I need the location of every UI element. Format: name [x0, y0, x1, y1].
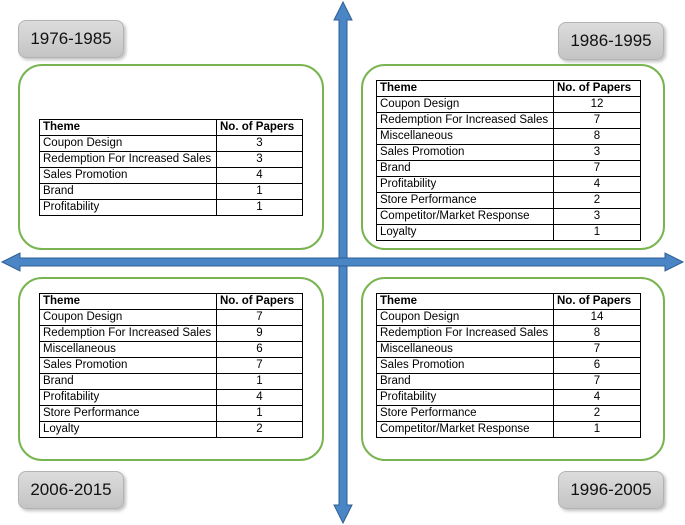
theme-cell: Loyalty — [377, 225, 554, 241]
papers-count-cell: 1 — [554, 422, 641, 438]
theme-cell: Redemption For Increased Sales — [377, 326, 554, 342]
papers-count-cell: 7 — [554, 374, 641, 390]
papers-count-cell: 2 — [217, 422, 303, 438]
theme-cell: Sales Promotion — [377, 145, 554, 161]
period-label-top-right: 1986-1995 — [558, 22, 664, 60]
table-row — [40, 374, 303, 390]
table-row — [377, 358, 641, 374]
period-label-bottom-right: 1996-2005 — [558, 471, 664, 509]
table-row — [377, 225, 641, 241]
table-row — [40, 422, 303, 438]
theme-cell: Brand — [40, 374, 217, 390]
table-row — [40, 168, 303, 184]
papers-count-cell: 6 — [554, 358, 641, 374]
theme-cell: Redemption For Increased Sales — [40, 326, 217, 342]
papers-count-cell: 7 — [554, 161, 641, 177]
table-row — [377, 342, 641, 358]
papers-count-cell: 4 — [554, 390, 641, 406]
papers-count-cell: 7 — [217, 310, 303, 326]
theme-cell: Store Performance — [40, 406, 217, 422]
theme-cell: Loyalty — [40, 422, 217, 438]
themes-table-2006-2015 — [39, 293, 303, 438]
period-label-top-left: 1976-1985 — [18, 20, 124, 58]
theme-cell: Profitability — [377, 390, 554, 406]
theme-cell: Competitor/Market Response — [377, 209, 554, 225]
papers-count-cell: 2 — [554, 406, 641, 422]
papers-count-cell: 7 — [554, 342, 641, 358]
papers-count-cell: 1 — [217, 200, 303, 216]
theme-cell: Store Performance — [377, 406, 554, 422]
papers-count-cell: 7 — [217, 358, 303, 374]
table-row — [377, 97, 641, 113]
papers-count-cell: 3 — [217, 152, 303, 168]
table-row — [40, 200, 303, 216]
table-row — [377, 177, 641, 193]
papers-count-cell: 1 — [217, 374, 303, 390]
theme-cell: Store Performance — [377, 193, 554, 209]
table-row — [377, 113, 641, 129]
theme-column-header: Theme — [377, 81, 554, 97]
papers-count-cell: 14 — [554, 310, 641, 326]
theme-cell: Profitability — [40, 200, 217, 216]
table-row — [40, 342, 303, 358]
theme-cell: Coupon Design — [377, 310, 554, 326]
theme-cell: Redemption For Increased Sales — [377, 113, 554, 129]
table-row — [40, 136, 303, 152]
table-row — [40, 358, 303, 374]
table-row — [40, 310, 303, 326]
papers-count-cell: 2 — [554, 193, 641, 209]
papers-count-cell: 3 — [217, 136, 303, 152]
theme-cell: Redemption For Increased Sales — [40, 152, 217, 168]
theme-cell: Brand — [40, 184, 217, 200]
papers-column-header: No. of Papers — [554, 81, 641, 97]
theme-cell: Competitor/Market Response — [377, 422, 554, 438]
period-label-bottom-left: 2006-2015 — [18, 471, 124, 509]
table-row — [377, 406, 641, 422]
papers-count-cell: 9 — [217, 326, 303, 342]
theme-cell: Sales Promotion — [40, 168, 217, 184]
table-row — [377, 374, 641, 390]
papers-count-cell: 4 — [217, 168, 303, 184]
papers-column-header: No. of Papers — [217, 120, 303, 136]
themes-table-1996-2005 — [376, 293, 641, 438]
theme-cell: Miscellaneous — [377, 129, 554, 145]
papers-count-cell: 8 — [554, 326, 641, 342]
theme-column-header: Theme — [377, 294, 554, 310]
table-row — [377, 310, 641, 326]
table-header-row — [40, 120, 303, 136]
table-header-row — [40, 294, 303, 310]
table-row — [377, 193, 641, 209]
papers-column-header: No. of Papers — [554, 294, 641, 310]
table-row — [40, 390, 303, 406]
papers-count-cell: 1 — [554, 225, 641, 241]
themes-table-1986-1995 — [376, 80, 641, 241]
theme-cell: Profitability — [377, 177, 554, 193]
theme-cell: Sales Promotion — [377, 358, 554, 374]
table-row — [40, 152, 303, 168]
papers-count-cell: 12 — [554, 97, 641, 113]
table-header-row — [377, 294, 641, 310]
theme-cell: Coupon Design — [40, 310, 217, 326]
theme-cell: Profitability — [40, 390, 217, 406]
papers-count-cell: 6 — [217, 342, 303, 358]
papers-count-cell: 4 — [217, 390, 303, 406]
table-row — [40, 326, 303, 342]
table-row — [377, 209, 641, 225]
papers-count-cell: 3 — [554, 145, 641, 161]
table-row — [377, 145, 641, 161]
table-row — [377, 161, 641, 177]
theme-cell: Miscellaneous — [40, 342, 217, 358]
theme-cell: Brand — [377, 374, 554, 390]
themes-table-1976-1985 — [39, 119, 303, 216]
table-row — [377, 129, 641, 145]
theme-cell: Miscellaneous — [377, 342, 554, 358]
table-row — [377, 422, 641, 438]
theme-column-header: Theme — [40, 120, 217, 136]
table-row — [40, 184, 303, 200]
theme-cell: Coupon Design — [377, 97, 554, 113]
papers-count-cell: 1 — [217, 406, 303, 422]
table-header-row — [377, 81, 641, 97]
papers-count-cell: 3 — [554, 209, 641, 225]
table-row — [40, 406, 303, 422]
papers-count-cell: 4 — [554, 177, 641, 193]
table-row — [377, 390, 641, 406]
papers-count-cell: 8 — [554, 129, 641, 145]
theme-column-header: Theme — [40, 294, 217, 310]
papers-count-cell: 7 — [554, 113, 641, 129]
table-row — [377, 326, 641, 342]
theme-cell: Coupon Design — [40, 136, 217, 152]
theme-cell: Sales Promotion — [40, 358, 217, 374]
papers-count-cell: 1 — [217, 184, 303, 200]
theme-cell: Brand — [377, 161, 554, 177]
papers-column-header: No. of Papers — [217, 294, 303, 310]
